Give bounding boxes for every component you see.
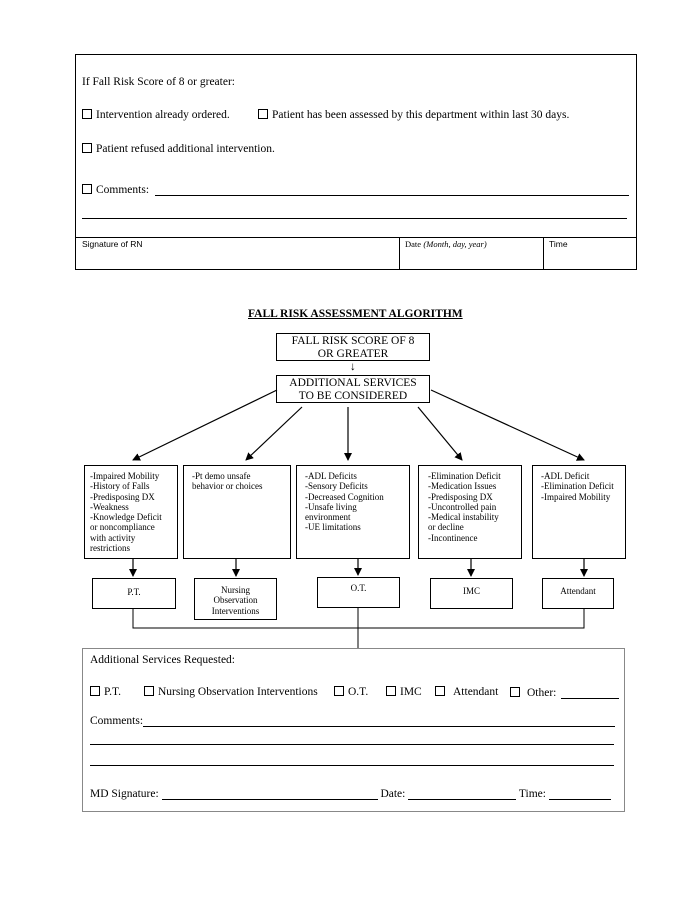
algorithm-title: FALL RISK ASSESSMENT ALGORITHM <box>248 308 463 320</box>
service-option-ot[interactable] <box>334 686 368 698</box>
bottom-comments-field[interactable] <box>143 714 615 727</box>
outcome-box-nursing: Nursing Observation Interventions <box>194 578 277 620</box>
outcome-box-pt: P.T. <box>92 578 176 609</box>
nursing-option-label: Nursing Observation Interventions <box>158 686 318 698</box>
md-signature-row <box>90 787 620 800</box>
criteria-box-ot: -ADL Deficits -Sensory Deficits -Decreased Cognition -Unsafe living environment -UE limitations <box>296 465 410 559</box>
service-option-nursing[interactable] <box>144 686 318 698</box>
down-arrow: ↓ <box>350 361 356 373</box>
criteria-box-attendant: -ADL Deficit -Elimination Deficit -Impaired Mobility <box>532 465 626 559</box>
criteria-box-nursing: -Pt demo unsafe behavior or choices <box>183 465 291 559</box>
arrow-to-nursing-criteria <box>246 407 302 460</box>
bottom-comments-line-2[interactable] <box>90 744 614 745</box>
attendant-option-label: Attendant <box>453 686 499 698</box>
md-time-field[interactable] <box>549 787 611 800</box>
score-box: FALL RISK SCORE OF 8 OR GREATER <box>276 333 430 361</box>
attendant-checkbox[interactable] <box>435 686 445 696</box>
date-label: Date <box>405 239 422 249</box>
imc-checkbox[interactable] <box>386 686 396 696</box>
outcome-box-imc: IMC <box>430 578 513 609</box>
criteria-box-pt: -Impaired Mobility -History of Falls -Predisposing DX -Weakness -Knowledge Deficit or noncompliance with activity restrictions <box>84 465 178 559</box>
service-option-pt[interactable] <box>90 686 121 698</box>
services-box: ADDITIONAL SERVICES TO BE CONSIDERED <box>276 375 430 403</box>
time-label: Time <box>549 239 568 249</box>
bottom-comments-label: Comments: <box>90 715 144 727</box>
service-option-other[interactable] <box>510 686 619 699</box>
arrow-to-pt-criteria <box>133 390 277 460</box>
service-option-imc[interactable] <box>386 686 422 698</box>
md-time-label: Time: <box>518 788 546 800</box>
pt-option-label: P.T. <box>104 686 122 698</box>
imc-option-label: IMC <box>400 686 422 698</box>
ot-option-label: O.T. <box>348 686 369 698</box>
md-signature-field[interactable] <box>162 787 378 800</box>
outcome-box-attendant: Attendant <box>542 578 614 609</box>
bottom-comments-row <box>90 714 616 727</box>
criteria-box-imc: -Elimination Deficit -Medication Issues -Predisposing DX -Uncontrolled pain -Medical instability or decline -Incontinence <box>418 465 522 559</box>
patient-assessed-label: Patient has been assessed by this department within last 30 days. <box>272 109 570 121</box>
arrow-to-imc-criteria <box>418 407 462 460</box>
md-date-label: Date: <box>380 788 406 800</box>
pt-checkbox[interactable] <box>90 686 100 696</box>
ot-checkbox[interactable] <box>334 686 344 696</box>
md-signature-label: MD Signature: <box>90 788 159 800</box>
outcome-box-ot: O.T. <box>317 577 400 608</box>
md-date-field[interactable] <box>408 787 516 800</box>
other-option-label: Other: <box>527 687 557 699</box>
nursing-checkbox[interactable] <box>144 686 154 696</box>
services-request-heading: Additional Services Requested: <box>90 654 235 666</box>
signature-rn-label: Signature of RN <box>82 239 143 249</box>
intervention-ordered-label: Intervention already ordered. <box>96 109 230 121</box>
date-hint: (Month, day, year) <box>423 239 487 249</box>
bottom-comments-line-3[interactable] <box>90 765 614 766</box>
top-comments-label: Comments: <box>96 184 150 196</box>
other-checkbox[interactable] <box>510 687 520 697</box>
patient-refused-label: Patient refused additional intervention. <box>96 143 275 155</box>
top-form-heading: If Fall Risk Score of 8 or greater: <box>82 76 235 88</box>
other-field[interactable] <box>561 686 619 699</box>
service-option-attendant[interactable] <box>435 686 498 698</box>
